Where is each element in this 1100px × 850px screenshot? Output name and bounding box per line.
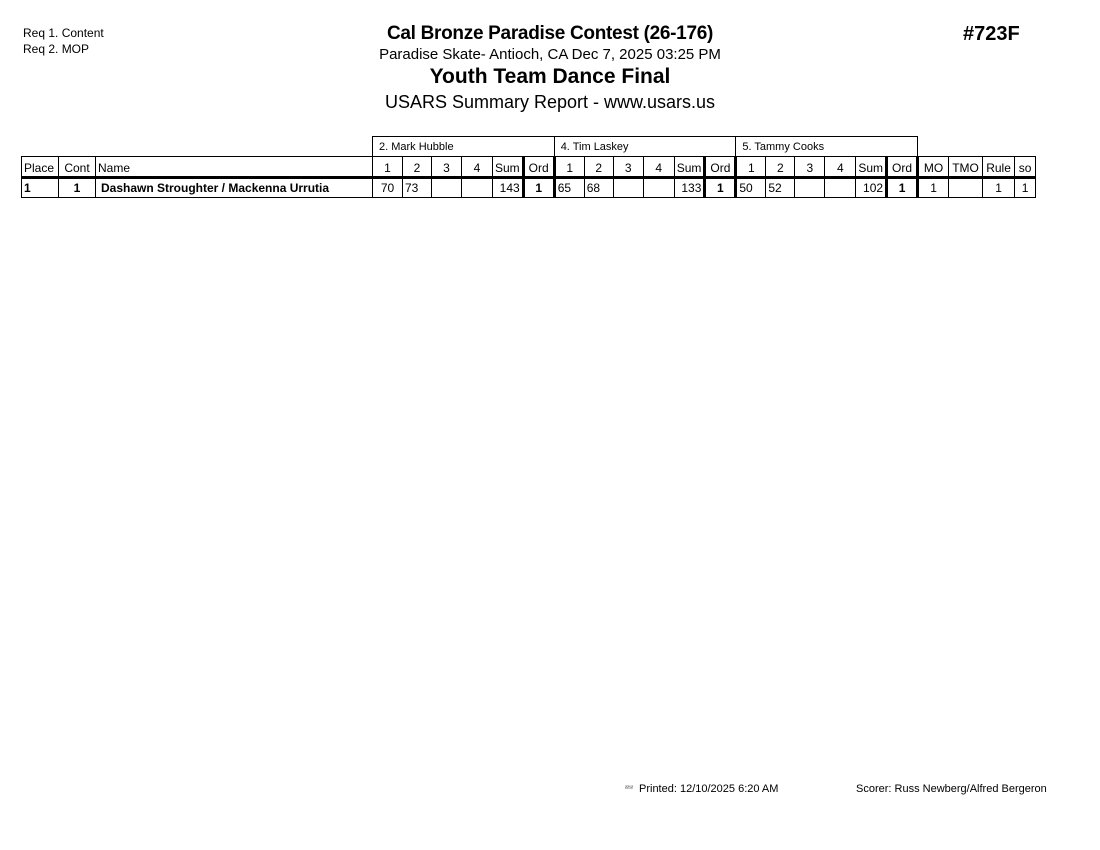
col-header-judge1-sum: Sum xyxy=(493,157,524,178)
judge2-score1-cell: 65 xyxy=(554,178,584,198)
judge2-ord-cell: 1 xyxy=(705,178,736,198)
judge3-score2-cell: 52 xyxy=(766,178,795,198)
skater-name-cell: Dashawn Stroughter / Mackenna Urrutia xyxy=(96,178,373,198)
judge3-score4-cell xyxy=(825,178,856,198)
judge3-score3-cell xyxy=(795,178,825,198)
col-header-place: Place xyxy=(22,157,59,178)
col-header-judge1-ord: Ord xyxy=(523,157,554,178)
judge2-sum-cell: 133 xyxy=(674,178,705,198)
col-header-name: Name xyxy=(96,157,373,178)
col-header-judge3-score1: 1 xyxy=(736,157,766,178)
so-cell: 1 xyxy=(1015,178,1036,198)
col-header-judge3-ord: Ord xyxy=(887,157,918,178)
judge2-score2-cell: 68 xyxy=(584,178,613,198)
judge-name: 2. Mark Hubble xyxy=(373,137,555,157)
tmo-cell xyxy=(949,178,983,198)
judge1-score3-cell xyxy=(432,178,462,198)
judge1-score1-cell: 70 xyxy=(373,178,403,198)
judge-name: 4. Tim Laskey xyxy=(554,137,736,157)
judge3-score1-cell: 50 xyxy=(736,178,766,198)
col-header-judge3-sum: Sum xyxy=(856,157,887,178)
judge3-sum-cell: 102 xyxy=(856,178,887,198)
judge-header-spacer xyxy=(22,137,373,157)
judge1-ord-cell: 1 xyxy=(523,178,554,198)
requirement-2: Req 2. MOP xyxy=(23,42,90,56)
rule-cell: 1 xyxy=(983,178,1015,198)
report-header xyxy=(300,22,800,114)
col-header-judge1-score2: 2 xyxy=(403,157,432,178)
cont-cell: 1 xyxy=(59,178,96,198)
requirement-1: Req 1. Content xyxy=(23,26,104,40)
judge2-score3-cell xyxy=(613,178,643,198)
col-header-judge2-score4: 4 xyxy=(643,157,674,178)
col-header-rule: Rule xyxy=(983,157,1015,178)
results-table xyxy=(21,136,1036,198)
table-row xyxy=(22,178,1036,198)
venue-line: Paradise Skate- Antioch, CA Dec 7, 2025 03:25 PM xyxy=(379,46,721,63)
requirements-list xyxy=(23,25,104,57)
col-header-judge3-score4: 4 xyxy=(825,157,856,178)
col-header-judge3-score2: 2 xyxy=(766,157,795,178)
judge1-score4-cell xyxy=(462,178,493,198)
printed-timestamp xyxy=(625,782,778,796)
col-header-judge2-ord: Ord xyxy=(705,157,736,178)
col-header-judge2-score1: 1 xyxy=(554,157,584,178)
col-header-so: so xyxy=(1015,157,1036,178)
event-title: Youth Team Dance Final xyxy=(429,65,671,88)
judge3-ord-cell: 1 xyxy=(887,178,918,198)
event-number: #723F xyxy=(963,23,1020,45)
col-header-judge2-score3: 3 xyxy=(613,157,643,178)
judge1-score2-cell: 73 xyxy=(403,178,432,198)
judge-header-spacer xyxy=(918,137,1036,157)
column-header-row xyxy=(22,157,1036,178)
col-header-judge1-score4: 4 xyxy=(462,157,493,178)
col-header-judge2-sum: Sum xyxy=(674,157,705,178)
col-header-judge3-score3: 3 xyxy=(795,157,825,178)
col-header-mo: MO xyxy=(918,157,949,178)
judge-name: 5. Tammy Cooks xyxy=(736,137,918,157)
contest-title: Cal Bronze Paradise Contest (26-176) xyxy=(386,23,714,44)
col-header-judge1-score1: 1 xyxy=(373,157,403,178)
mo-cell: 1 xyxy=(918,178,949,198)
place-cell: 1 xyxy=(22,178,59,198)
printed-text: Printed: 12/10/2025 6:20 AM xyxy=(639,783,779,795)
judge-header-row xyxy=(22,137,1036,157)
col-header-cont: Cont xyxy=(59,157,96,178)
tiny-mark: ²²¹² xyxy=(625,786,633,792)
col-header-tmo: TMO xyxy=(949,157,983,178)
col-header-judge1-score3: 3 xyxy=(432,157,462,178)
col-header-judge2-score2: 2 xyxy=(584,157,613,178)
scorer-line: Scorer: Russ Newberg/Alfred Bergeron xyxy=(856,783,1047,795)
judge2-score4-cell xyxy=(643,178,674,198)
judge1-sum-cell: 143 xyxy=(493,178,524,198)
report-title: USARS Summary Report - www.usars.us xyxy=(384,92,716,112)
